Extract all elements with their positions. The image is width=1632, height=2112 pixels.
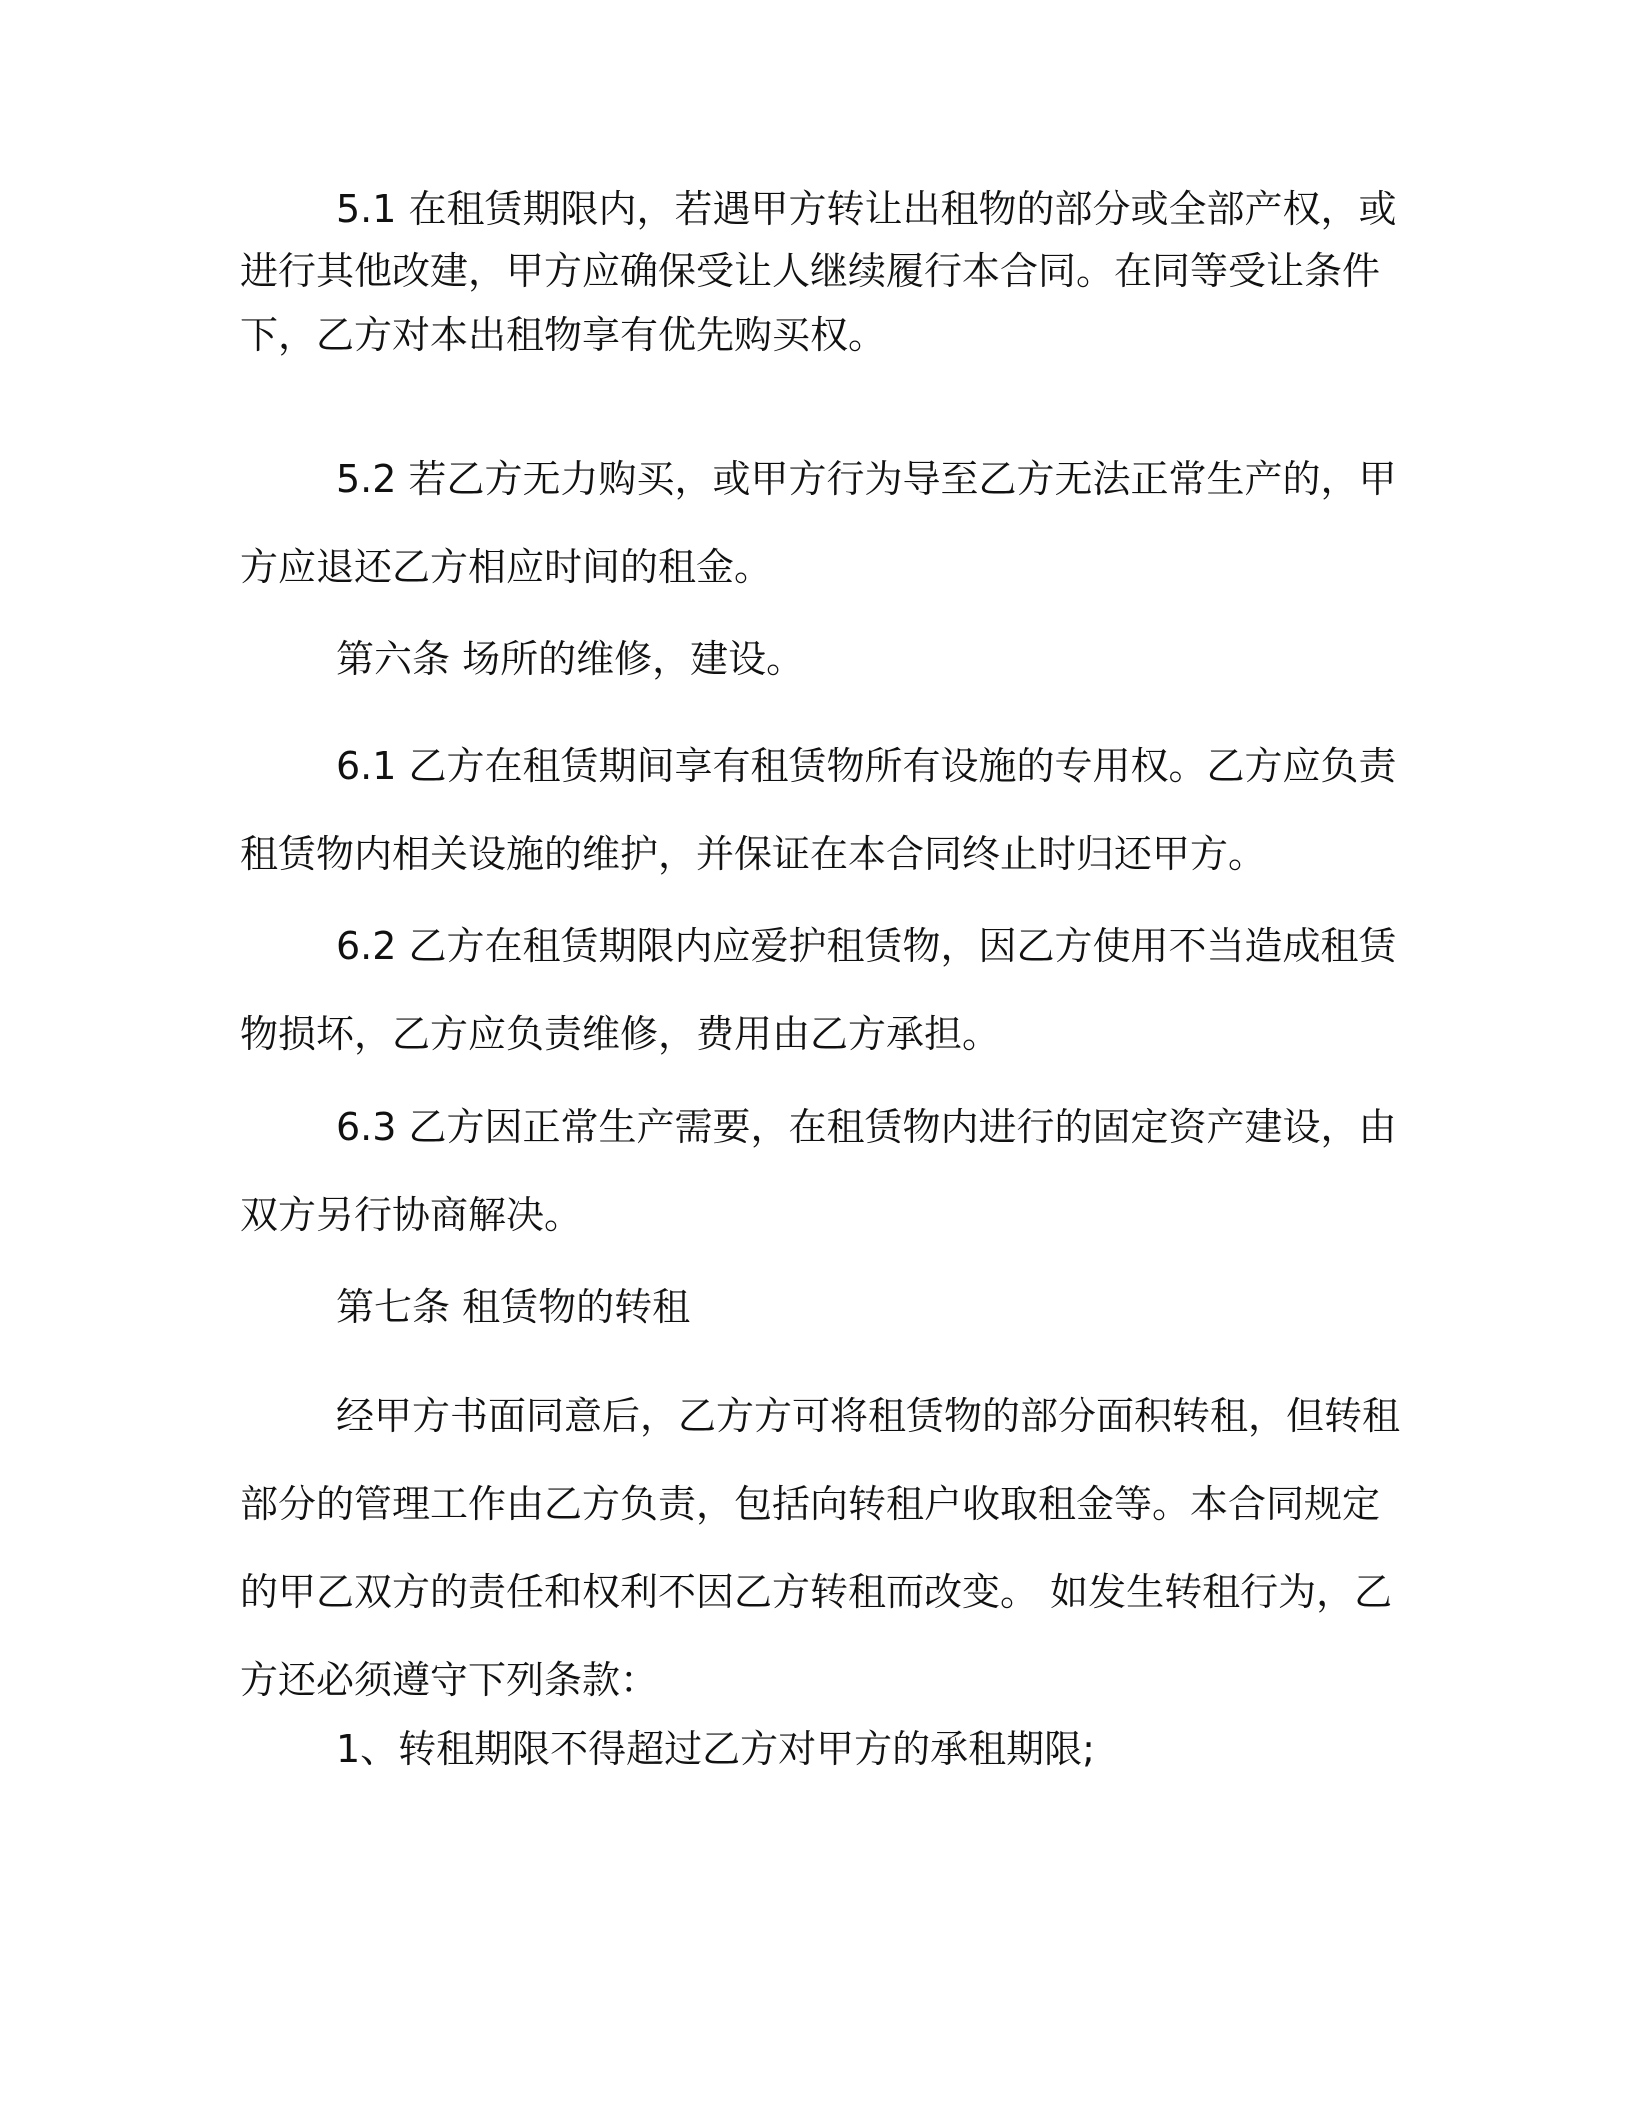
paragraph-6-2 <box>240 915 1400 1058</box>
text-line: 6.3 乙方因正常生产需要，在租赁物内进行的固定资产建设，由 <box>336 1105 1397 1149</box>
text-line: 第六条 场所的维修，建设。 <box>336 637 805 681</box>
text-line: 经甲方书面同意后，乙方方可将租赁物的部分面积转租，但转租 <box>336 1394 1401 1438</box>
paragraph-5-1 <box>240 178 1400 359</box>
text-line: 物损坏，乙方应负责维修，费用由乙方承担。 <box>240 1012 1001 1056</box>
text-line: 租赁物内相关设施的维护，并保证在本合同终止时归还甲方。 <box>240 832 1267 876</box>
text-line: 6.2 乙方在租赁期限内应爱护租赁物，因乙方使用不当造成租赁 <box>336 924 1397 968</box>
text-line: 双方另行协商解决。 <box>240 1193 583 1237</box>
text-line: 的甲乙双方的责任和权利不因乙方转租而改变。 如发生转租行为，乙 <box>240 1570 1393 1614</box>
article-6-heading <box>240 628 1400 683</box>
text-line: 方还必须遵守下列条款： <box>240 1658 659 1702</box>
paragraph-5-2 <box>240 448 1400 591</box>
paragraph-7-1 <box>240 1718 1400 1773</box>
text-line: 1、转租期限不得超过乙方对甲方的承租期限; <box>336 1727 1095 1771</box>
text-line: 进行其他改建，甲方应确保受让人继续履行本合同。在同等受让条件 <box>240 249 1381 293</box>
text-line: 部分的管理工作由乙方负责，包括向转租户收取租金等。本合同规定 <box>240 1482 1381 1526</box>
paragraph-6-3 <box>240 1096 1400 1239</box>
paragraph-6-1 <box>240 735 1400 878</box>
text-line: 6.1 乙方在租赁期间享有租赁物所有设施的专用权。乙方应负责 <box>336 744 1397 788</box>
text-line: 5.1 在租赁期限内，若遇甲方转让出租物的部分或全部产权，或 <box>336 187 1397 231</box>
paragraph-7-body <box>240 1385 1400 1704</box>
text-line: 方应退还乙方相应时间的租金。 <box>240 545 773 589</box>
text-line: 第七条 租赁物的转租 <box>336 1285 691 1329</box>
text-line: 5.2 若乙方无力购买，或甲方行为导至乙方无法正常生产的，甲 <box>336 457 1397 501</box>
article-7-heading <box>240 1276 1400 1331</box>
text-line: 下，乙方对本出租物享有优先购买权。 <box>240 313 887 357</box>
